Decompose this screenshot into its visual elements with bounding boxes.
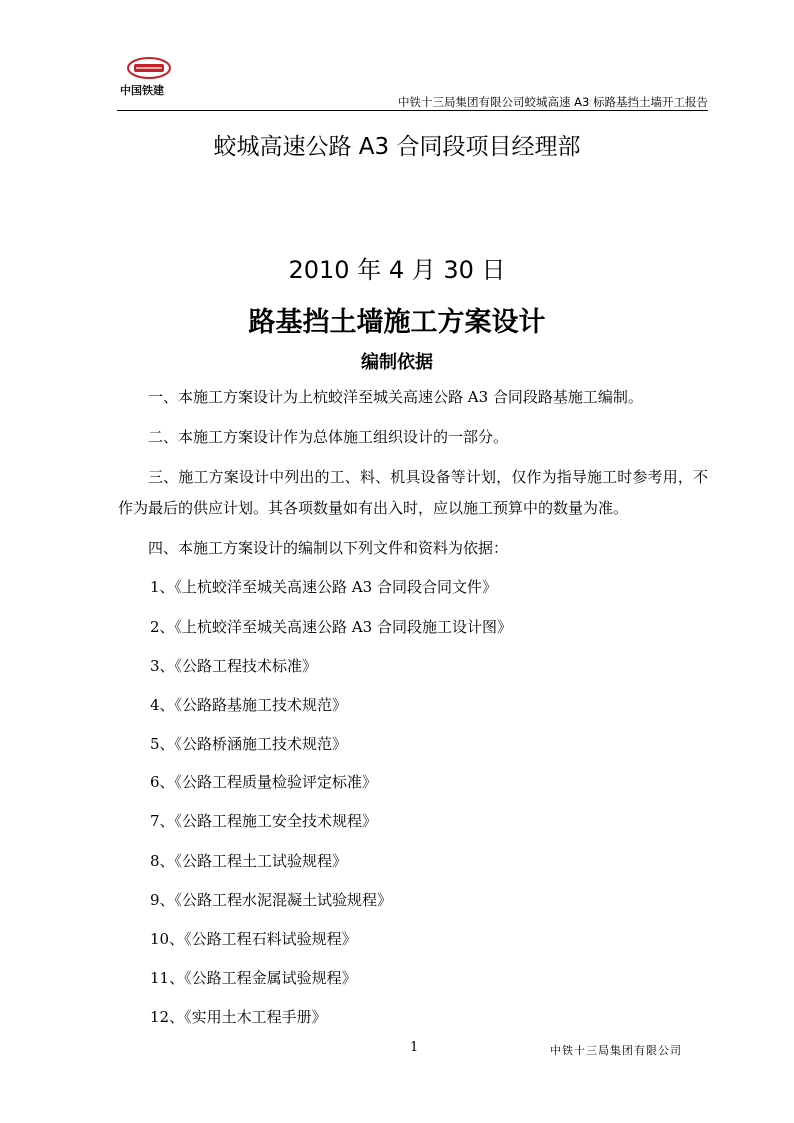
reference-item: 10、《公路工程石料试验规程》 [150, 930, 357, 948]
document-title: 路基挡土墙施工方案设计 [248, 307, 546, 338]
paragraph: 二、本施工方案设计作为总体施工组织设计的一部分。 [148, 428, 509, 446]
footer-org: 中铁十三局集团有限公司 [550, 1044, 682, 1057]
reference-item: 2、《上杭蛟洋至城关高速公路 A3 合同段施工设计图》 [150, 618, 512, 636]
paragraph: 一、本施工方案设计为上杭蛟洋至城关高速公路 A3 合同段路基施工编制。 [148, 388, 643, 406]
reference-item: 5、《公路桥涵施工技术规范》 [150, 735, 348, 753]
org-title: 蛟城高速公路 A3 合同段项目经理部 [213, 134, 581, 160]
header-divider [117, 110, 708, 111]
reference-item: 6、《公路工程质量检验评定标准》 [150, 773, 378, 791]
section-title: 编制依据 [361, 352, 433, 373]
document-date: 2010 年 4 月 30 日 [288, 256, 506, 284]
paragraph: 三、施工方案设计中列出的工、料、机具设备等计划，仅作为指导施工时参考用，不作为最后的供应计划。其各项数量如有出入时，应以施工预算中的数量为准。 [118, 468, 708, 517]
running-header: 中铁十三局集团有限公司蛟城高速 A3 标路基挡土墙开工报告 [398, 95, 708, 109]
crcc-logo [116, 56, 182, 96]
reference-item: 4、《公路路基施工技术规范》 [150, 696, 348, 714]
reference-item: 9、《公路工程水泥混凝土试验规程》 [150, 891, 393, 909]
reference-item: 3、《公路工程技术标准》 [150, 657, 318, 675]
reference-item: 11、《公路工程金属试验规程》 [150, 969, 357, 987]
crcc-logo-icon [126, 56, 172, 80]
reference-item: 8、《公路工程土工试验规程》 [150, 852, 348, 870]
logo-text: 中国铁建 [120, 84, 164, 97]
reference-item: 7、《公路工程施工安全技术规程》 [150, 812, 378, 830]
paragraph: 四、本施工方案设计的编制以下列文件和资料为依据： [148, 539, 509, 557]
page-number: 1 [410, 1040, 419, 1055]
reference-item: 12、《实用土木工程手册》 [150, 1008, 327, 1026]
reference-item: 1、《上杭蛟洋至城关高速公路 A3 合同段合同文件》 [150, 578, 497, 596]
